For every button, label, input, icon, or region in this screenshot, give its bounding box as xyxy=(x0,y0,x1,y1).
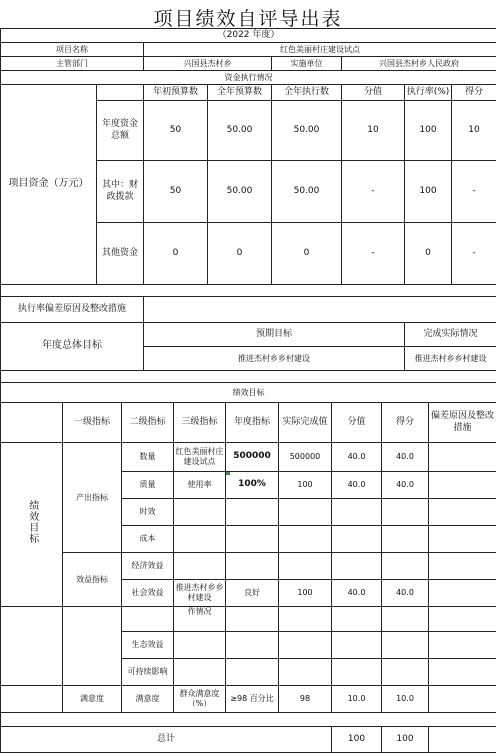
l1-satisfaction: 满意度 xyxy=(63,686,122,713)
cell: - xyxy=(342,223,405,285)
col-header: 二级指标 xyxy=(122,403,174,443)
col-header: 执行率(%) xyxy=(405,85,452,101)
l1-benefit: 效益指标 xyxy=(63,553,122,607)
goal-label: 年度总体目标 xyxy=(1,323,144,371)
actual-value: 98 xyxy=(279,686,332,713)
got-value: 40.0 xyxy=(382,580,429,607)
page-title: 项目绩效自评导出表 xyxy=(153,8,343,30)
cell: 0 xyxy=(405,223,452,285)
l3-cell: 作情况 xyxy=(174,607,226,632)
cell: 10 xyxy=(342,101,405,161)
cell: - xyxy=(342,161,405,223)
col-header: 一级指标 xyxy=(63,403,122,443)
l1-output: 产出指标 xyxy=(63,443,122,553)
perf-table xyxy=(0,382,496,753)
l2-social: 社会效益 xyxy=(122,580,174,607)
expected-label: 预期目标 xyxy=(144,323,405,347)
col-header: 得分 xyxy=(382,403,429,443)
col-header: 实际完成值 xyxy=(279,403,332,443)
perf-section: 绩效目标 xyxy=(1,383,496,403)
cell: 50.00 xyxy=(272,161,342,223)
funds-row-label: 年度资金总额 xyxy=(97,101,144,161)
perf-side-label: 绩效目标 xyxy=(1,443,63,607)
funds-row-label: 项目资金（万元） xyxy=(1,85,97,285)
total-score: 100 xyxy=(332,727,382,753)
got-value: 40.0 xyxy=(382,472,429,499)
score-value: 40.0 xyxy=(332,472,382,499)
actual-label: 完成实际情况 xyxy=(405,323,496,347)
col-header: 分值 xyxy=(342,85,405,101)
score-value: 10.0 xyxy=(332,686,382,713)
l2-quality: 质量 xyxy=(122,472,174,499)
l2-timeliness: 时效 xyxy=(122,499,174,526)
actual-value: 500000 xyxy=(279,443,332,472)
got-value: 40.0 xyxy=(382,443,429,472)
got-value: 10.0 xyxy=(382,686,429,713)
l2-economic: 经济效益 xyxy=(122,553,174,580)
cell: - xyxy=(452,161,496,223)
score-value: 40.0 xyxy=(332,580,382,607)
impl-label: 实施单位 xyxy=(272,57,342,71)
score-value: 40.0 xyxy=(332,443,382,472)
funds-table xyxy=(0,28,496,383)
col-header: 偏差原因及整改措施 xyxy=(429,403,496,443)
cell: 50 xyxy=(144,161,208,223)
cell: 10 xyxy=(452,101,496,161)
l2-ecological: 生态效益 xyxy=(122,632,174,659)
col-header: 得分 xyxy=(452,85,496,101)
expected-goal: 推进杰村乡乡村建设 xyxy=(144,347,405,371)
l2-sustainability: 可持续影响 xyxy=(122,659,174,686)
col-header: 全年预算数 xyxy=(208,85,272,101)
deviation-label: 执行率偏差原因及整改措施 xyxy=(1,297,144,323)
col-header: 分值 xyxy=(332,403,382,443)
col-header: 全年执行数 xyxy=(272,85,342,101)
annual-indicator: 100% xyxy=(226,472,279,499)
cell: 50.00 xyxy=(208,161,272,223)
l2-satisfaction: 满意度 xyxy=(122,686,174,713)
project-name: 红色美丽村庄建设试点 xyxy=(144,43,496,57)
l2-cost: 成本 xyxy=(122,526,174,553)
l3-cell: 推进杰村乡乡村建设 xyxy=(174,580,226,607)
cell: 50.00 xyxy=(272,101,342,161)
annual-indicator: ≥98 百分比 xyxy=(226,686,279,713)
l3-cell: 使用率 xyxy=(174,472,226,499)
funds-section: 资金执行情况 xyxy=(1,71,496,85)
cell: 100 xyxy=(405,161,452,223)
year-label: （2022 年度） xyxy=(1,29,496,43)
project-name-label: 项目名称 xyxy=(1,43,144,57)
cell: - xyxy=(452,223,496,285)
col-header: 三级指标 xyxy=(174,403,226,443)
funds-row-label: 其他资金 xyxy=(97,223,144,285)
cell: 50.00 xyxy=(208,101,272,161)
cell: 50 xyxy=(144,101,208,161)
actual-value: 100 xyxy=(279,472,332,499)
l3-cell: 群众满意度（%） xyxy=(174,686,226,713)
dept-value: 兴国县杰村乡 xyxy=(144,57,272,71)
cell: 0 xyxy=(272,223,342,285)
annual-indicator: 500000 xyxy=(226,443,279,472)
total-label: 总计 xyxy=(1,727,332,753)
cell: 0 xyxy=(208,223,272,285)
total-got: 100 xyxy=(382,727,429,753)
l2-quantity: 数量 xyxy=(122,443,174,472)
l3-cell: 红色美丽村庄建设试点 xyxy=(174,443,226,472)
dept-label: 主管部门 xyxy=(1,57,144,71)
col-header: 年度指标 xyxy=(226,403,279,443)
actual-result: 推进杰村乡乡村建设 xyxy=(405,347,496,371)
actual-value: 100 xyxy=(279,580,332,607)
impl-value: 兴国县杰村乡人民政府 xyxy=(342,57,496,71)
annual-indicator: 良好 xyxy=(226,580,279,607)
cell: 100 xyxy=(405,101,452,161)
cell: 0 xyxy=(144,223,208,285)
col-header: 年初预算数 xyxy=(144,85,208,101)
funds-row-label: 其中：财政拨款 xyxy=(97,161,144,223)
